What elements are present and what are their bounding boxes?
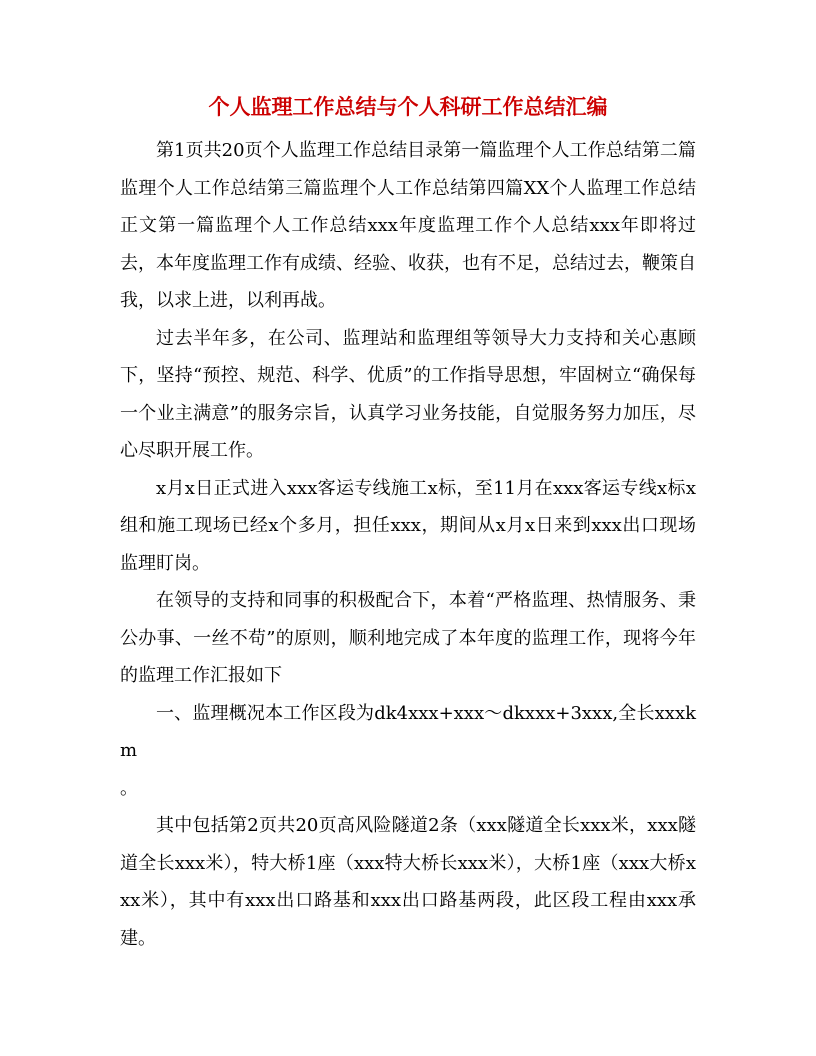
paragraph-principles: 在领导的支持和同事的积极配合下，本着“严格监理、热情服务、秉公办事、一丝不苟”的原则，顺利地完成了本年度的监理工作，现将今年的监理工作汇报如下 bbox=[120, 590, 696, 686]
paragraph-table-of-contents: 第1页共20页个人监理工作总结目录第一篇监理个人工作总结第二篇监理个人工作总结第三篇监理个人工作总结第四篇XX个人监理工作总结正文第一篇监理个人工作总结xxx年度监理工作个人总结xxx年即将过去，本年度监理工作有成绩、经验、收获，也有不足，总结过去，鞭策自我，以求上进，以利再战。 bbox=[120, 140, 696, 311]
paragraph-work-guidance: 过去半年多，在公司、监理站和监理组等领导大力支持和关心惠顾下，坚持“预控、规范、科学、优质”的工作指导思想，牢固树立“确保每一个业主满意”的服务宗旨，认真学习业务技能，自觉服务努力加压，尽心尽职开展工作。 bbox=[120, 327, 696, 461]
paragraph-assignment: x月x日正式进入xxx客运专线施工x标，至11月在xxx客运专线x标x组和施工现场已经x个多月，担任xxx，期间从x月x日来到xxx出口现场监理盯岗。 bbox=[120, 477, 696, 574]
document-body bbox=[120, 132, 696, 957]
document-title: 个人监理工作总结与个人科研工作总结汇编 bbox=[208, 94, 608, 119]
paragraph-overview-tail: 。 bbox=[120, 777, 138, 799]
paragraph-project-scope: 其中包括第2页共20页高风险隧道2条（xxx隧道全长xxx米，xxx隧道全长xxx米），特大桥1座（xxx特大桥长xxx米），大桥1座（xxx大桥xxx米），其中有xxx出口路基和xxx出口路基两段，此区段工程由xxx承建。 bbox=[120, 815, 696, 949]
paragraph-overview: 一、监理概况本工作区段为dk4xxx+xxx～dkxxx+3xxx,全长xxxkm bbox=[120, 702, 696, 761]
